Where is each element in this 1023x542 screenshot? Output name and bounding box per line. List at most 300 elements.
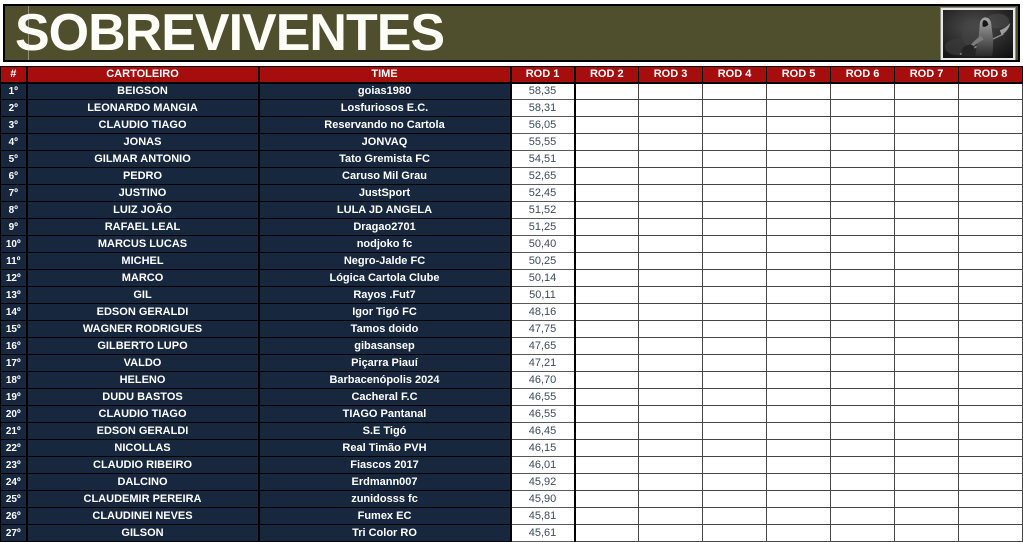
cartoleiro-cell[interactable]: NICOLLAS: [27, 440, 259, 457]
time-cell[interactable]: Lógica Cartola Clube: [259, 270, 511, 287]
rod-cell[interactable]: [831, 151, 895, 168]
rod-cell[interactable]: [831, 202, 895, 219]
rod-cell[interactable]: [575, 321, 639, 338]
rod-cell[interactable]: [831, 185, 895, 202]
cartoleiro-cell[interactable]: BEIGSON: [27, 83, 259, 100]
cartoleiro-cell[interactable]: VALDO: [27, 355, 259, 372]
rod-cell[interactable]: [831, 219, 895, 236]
rod-cell[interactable]: 45,92: [511, 474, 575, 491]
rod-cell[interactable]: 51,52: [511, 202, 575, 219]
cartoleiro-cell[interactable]: MARCO: [27, 270, 259, 287]
rod-cell[interactable]: [767, 83, 831, 100]
rod-cell[interactable]: [639, 389, 703, 406]
cartoleiro-cell[interactable]: JONAS: [27, 134, 259, 151]
time-cell[interactable]: Caruso Mil Grau: [259, 168, 511, 185]
rod-cell[interactable]: [831, 355, 895, 372]
rod-cell[interactable]: [575, 100, 639, 117]
column-header[interactable]: ROD 2: [575, 67, 639, 83]
rod-cell[interactable]: [703, 389, 767, 406]
rod-cell[interactable]: [767, 304, 831, 321]
rod-cell[interactable]: [767, 134, 831, 151]
rod-cell[interactable]: [959, 508, 1023, 525]
rod-cell[interactable]: [703, 185, 767, 202]
rod-cell[interactable]: [831, 508, 895, 525]
time-cell[interactable]: Cacheral F.C: [259, 389, 511, 406]
rod-cell[interactable]: [895, 287, 959, 304]
rod-cell[interactable]: [703, 406, 767, 423]
time-cell[interactable]: Losfuriosos E.C.: [259, 100, 511, 117]
rod-cell[interactable]: [703, 457, 767, 474]
rod-cell[interactable]: [959, 355, 1023, 372]
time-cell[interactable]: LULA JD ANGELA: [259, 202, 511, 219]
rod-cell[interactable]: [639, 185, 703, 202]
rod-cell[interactable]: [895, 168, 959, 185]
rod-cell[interactable]: [639, 253, 703, 270]
time-cell[interactable]: Real Timão PVH: [259, 440, 511, 457]
rod-cell[interactable]: [703, 372, 767, 389]
rod-cell[interactable]: 47,65: [511, 338, 575, 355]
rod-cell[interactable]: [639, 491, 703, 508]
rod-cell[interactable]: [575, 83, 639, 100]
rod-cell[interactable]: [895, 117, 959, 134]
rod-cell[interactable]: [703, 491, 767, 508]
rank-cell[interactable]: 19º: [1, 389, 27, 406]
rod-cell[interactable]: [959, 304, 1023, 321]
cartoleiro-cell[interactable]: LUIZ JOÃO: [27, 202, 259, 219]
rod-cell[interactable]: [959, 168, 1023, 185]
rod-cell[interactable]: [831, 321, 895, 338]
rod-cell[interactable]: [639, 440, 703, 457]
rod-cell[interactable]: [767, 355, 831, 372]
rank-cell[interactable]: 18º: [1, 372, 27, 389]
rod-cell[interactable]: [959, 457, 1023, 474]
rod-cell[interactable]: [895, 270, 959, 287]
rank-cell[interactable]: 11º: [1, 253, 27, 270]
rod-cell[interactable]: [959, 134, 1023, 151]
rank-cell[interactable]: 13º: [1, 287, 27, 304]
rod-cell[interactable]: [895, 440, 959, 457]
rod-cell[interactable]: [767, 423, 831, 440]
rod-cell[interactable]: [703, 117, 767, 134]
rod-cell[interactable]: [639, 423, 703, 440]
time-cell[interactable]: Dragao2701: [259, 219, 511, 236]
cartoleiro-cell[interactable]: GILMAR ANTONIO: [27, 151, 259, 168]
column-header[interactable]: CARTOLEIRO: [27, 67, 259, 83]
rod-cell[interactable]: [959, 321, 1023, 338]
time-cell[interactable]: Piçarra Piauí: [259, 355, 511, 372]
rod-cell[interactable]: [959, 474, 1023, 491]
time-cell[interactable]: S.E Tigó: [259, 423, 511, 440]
time-cell[interactable]: nodjoko fc: [259, 236, 511, 253]
rod-cell[interactable]: 54,51: [511, 151, 575, 168]
rank-cell[interactable]: 1º: [1, 83, 27, 100]
rod-cell[interactable]: 52,65: [511, 168, 575, 185]
rank-cell[interactable]: 4º: [1, 134, 27, 151]
time-cell[interactable]: zunidosss fc: [259, 491, 511, 508]
rod-cell[interactable]: [639, 202, 703, 219]
rod-cell[interactable]: [575, 372, 639, 389]
rod-cell[interactable]: [703, 304, 767, 321]
rod-cell[interactable]: [895, 508, 959, 525]
cartoleiro-cell[interactable]: GILBERTO LUPO: [27, 338, 259, 355]
rod-cell[interactable]: [639, 508, 703, 525]
rod-cell[interactable]: [767, 202, 831, 219]
column-header[interactable]: ROD 6: [831, 67, 895, 83]
rank-cell[interactable]: 7º: [1, 185, 27, 202]
rod-cell[interactable]: [831, 100, 895, 117]
rod-cell[interactable]: [639, 100, 703, 117]
rod-cell[interactable]: [575, 304, 639, 321]
rod-cell[interactable]: [639, 525, 703, 542]
rank-cell[interactable]: 12º: [1, 270, 27, 287]
rod-cell[interactable]: 46,15: [511, 440, 575, 457]
rank-cell[interactable]: 9º: [1, 219, 27, 236]
time-cell[interactable]: TIAGO Pantanal: [259, 406, 511, 423]
rank-cell[interactable]: 27º: [1, 525, 27, 542]
rod-cell[interactable]: 56,05: [511, 117, 575, 134]
cartoleiro-cell[interactable]: CLAUDIO TIAGO: [27, 117, 259, 134]
rod-cell[interactable]: 46,55: [511, 389, 575, 406]
rod-cell[interactable]: 45,90: [511, 491, 575, 508]
rod-cell[interactable]: [895, 236, 959, 253]
rod-cell[interactable]: [639, 474, 703, 491]
rod-cell[interactable]: [959, 185, 1023, 202]
rod-cell[interactable]: [959, 236, 1023, 253]
rod-cell[interactable]: [895, 134, 959, 151]
cartoleiro-cell[interactable]: LEONARDO MANGIA: [27, 100, 259, 117]
rank-cell[interactable]: 20º: [1, 406, 27, 423]
rod-cell[interactable]: [895, 219, 959, 236]
rod-cell[interactable]: [703, 355, 767, 372]
rank-cell[interactable]: 5º: [1, 151, 27, 168]
rod-cell[interactable]: [575, 236, 639, 253]
rod-cell[interactable]: [703, 474, 767, 491]
rod-cell[interactable]: [575, 508, 639, 525]
rank-cell[interactable]: 17º: [1, 355, 27, 372]
rank-cell[interactable]: 6º: [1, 168, 27, 185]
time-cell[interactable]: Fiascos 2017: [259, 457, 511, 474]
rod-cell[interactable]: [895, 406, 959, 423]
rod-cell[interactable]: [895, 151, 959, 168]
rod-cell[interactable]: [895, 423, 959, 440]
rod-cell[interactable]: [831, 491, 895, 508]
cartoleiro-cell[interactable]: EDSON GERALDI: [27, 423, 259, 440]
rod-cell[interactable]: 58,31: [511, 100, 575, 117]
rank-cell[interactable]: 3º: [1, 117, 27, 134]
rod-cell[interactable]: [639, 219, 703, 236]
cartoleiro-cell[interactable]: EDSON GERALDI: [27, 304, 259, 321]
cartoleiro-cell[interactable]: RAFAEL LEAL: [27, 219, 259, 236]
rod-cell[interactable]: [767, 525, 831, 542]
rod-cell[interactable]: [895, 372, 959, 389]
rod-cell[interactable]: 47,75: [511, 321, 575, 338]
rod-cell[interactable]: [639, 151, 703, 168]
rod-cell[interactable]: [575, 474, 639, 491]
rod-cell[interactable]: [831, 168, 895, 185]
time-cell[interactable]: Tri Color RO: [259, 525, 511, 542]
rod-cell[interactable]: [959, 83, 1023, 100]
rod-cell[interactable]: [831, 253, 895, 270]
rod-cell[interactable]: 46,45: [511, 423, 575, 440]
time-cell[interactable]: Tamos doido: [259, 321, 511, 338]
rod-cell[interactable]: [831, 304, 895, 321]
rod-cell[interactable]: [639, 304, 703, 321]
rod-cell[interactable]: [895, 457, 959, 474]
column-header[interactable]: #: [1, 67, 27, 83]
rod-cell[interactable]: [703, 219, 767, 236]
time-cell[interactable]: Erdmann007: [259, 474, 511, 491]
rod-cell[interactable]: [575, 338, 639, 355]
rod-cell[interactable]: [575, 117, 639, 134]
cartoleiro-cell[interactable]: CLAUDIO RIBEIRO: [27, 457, 259, 474]
rank-cell[interactable]: 25º: [1, 491, 27, 508]
rod-cell[interactable]: [639, 372, 703, 389]
rod-cell[interactable]: [767, 185, 831, 202]
time-cell[interactable]: gibasansep: [259, 338, 511, 355]
time-cell[interactable]: Tato Gremista FC: [259, 151, 511, 168]
rod-cell[interactable]: [639, 338, 703, 355]
rod-cell[interactable]: [767, 474, 831, 491]
rod-cell[interactable]: [959, 338, 1023, 355]
rod-cell[interactable]: 55,55: [511, 134, 575, 151]
rod-cell[interactable]: 52,45: [511, 185, 575, 202]
rod-cell[interactable]: [767, 236, 831, 253]
rod-cell[interactable]: [895, 202, 959, 219]
rod-cell[interactable]: [575, 219, 639, 236]
cartoleiro-cell[interactable]: CLAUDINEI NEVES: [27, 508, 259, 525]
rod-cell[interactable]: [575, 134, 639, 151]
rod-cell[interactable]: [895, 321, 959, 338]
rod-cell[interactable]: [639, 457, 703, 474]
rod-cell[interactable]: [831, 270, 895, 287]
rod-cell[interactable]: 50,25: [511, 253, 575, 270]
rod-cell[interactable]: [831, 423, 895, 440]
time-cell[interactable]: Igor Tigó FC: [259, 304, 511, 321]
rod-cell[interactable]: [831, 134, 895, 151]
cartoleiro-cell[interactable]: CLAUDIO TIAGO: [27, 406, 259, 423]
rod-cell[interactable]: [831, 457, 895, 474]
cartoleiro-cell[interactable]: CLAUDEMIR PEREIRA: [27, 491, 259, 508]
time-cell[interactable]: goias1980: [259, 83, 511, 100]
rod-cell[interactable]: [959, 270, 1023, 287]
rod-cell[interactable]: 46,70: [511, 372, 575, 389]
rod-cell[interactable]: [831, 440, 895, 457]
rod-cell[interactable]: [767, 168, 831, 185]
rod-cell[interactable]: [639, 236, 703, 253]
rank-cell[interactable]: 16º: [1, 338, 27, 355]
rod-cell[interactable]: [639, 83, 703, 100]
rod-cell[interactable]: 48,16: [511, 304, 575, 321]
rod-cell[interactable]: [895, 185, 959, 202]
rod-cell[interactable]: [959, 253, 1023, 270]
rod-cell[interactable]: [831, 83, 895, 100]
rod-cell[interactable]: [959, 491, 1023, 508]
rank-cell[interactable]: 21º: [1, 423, 27, 440]
rod-cell[interactable]: 47,21: [511, 355, 575, 372]
rod-cell[interactable]: [703, 100, 767, 117]
column-header[interactable]: ROD 7: [895, 67, 959, 83]
rank-cell[interactable]: 2º: [1, 100, 27, 117]
cartoleiro-cell[interactable]: MICHEL: [27, 253, 259, 270]
rod-cell[interactable]: [575, 202, 639, 219]
rod-cell[interactable]: [767, 389, 831, 406]
rod-cell[interactable]: [703, 525, 767, 542]
rank-cell[interactable]: 23º: [1, 457, 27, 474]
rod-cell[interactable]: [703, 253, 767, 270]
rod-cell[interactable]: [767, 219, 831, 236]
time-cell[interactable]: Negro-Jalde FC: [259, 253, 511, 270]
rod-cell[interactable]: [959, 151, 1023, 168]
rod-cell[interactable]: [767, 406, 831, 423]
rod-cell[interactable]: [895, 100, 959, 117]
rod-cell[interactable]: [575, 270, 639, 287]
rod-cell[interactable]: 58,35: [511, 83, 575, 100]
rod-cell[interactable]: [575, 168, 639, 185]
cartoleiro-cell[interactable]: PEDRO: [27, 168, 259, 185]
rank-cell[interactable]: 24º: [1, 474, 27, 491]
rod-cell[interactable]: [575, 525, 639, 542]
rod-cell[interactable]: [831, 525, 895, 542]
rod-cell[interactable]: [831, 474, 895, 491]
rod-cell[interactable]: [959, 406, 1023, 423]
rod-cell[interactable]: [895, 525, 959, 542]
rod-cell[interactable]: [575, 457, 639, 474]
rod-cell[interactable]: [575, 491, 639, 508]
rod-cell[interactable]: [959, 372, 1023, 389]
rod-cell[interactable]: [831, 389, 895, 406]
rod-cell[interactable]: [767, 338, 831, 355]
rod-cell[interactable]: [703, 508, 767, 525]
rod-cell[interactable]: [639, 287, 703, 304]
rod-cell[interactable]: [767, 440, 831, 457]
rod-cell[interactable]: [575, 389, 639, 406]
rod-cell[interactable]: [767, 321, 831, 338]
cartoleiro-cell[interactable]: DALCINO: [27, 474, 259, 491]
rod-cell[interactable]: [895, 389, 959, 406]
rod-cell[interactable]: [703, 168, 767, 185]
rod-cell[interactable]: [767, 287, 831, 304]
rod-cell[interactable]: [639, 321, 703, 338]
rod-cell[interactable]: [767, 508, 831, 525]
column-header[interactable]: ROD 3: [639, 67, 703, 83]
rod-cell[interactable]: [703, 236, 767, 253]
rod-cell[interactable]: [767, 457, 831, 474]
rod-cell[interactable]: [575, 423, 639, 440]
rod-cell[interactable]: [703, 270, 767, 287]
rank-cell[interactable]: 10º: [1, 236, 27, 253]
time-cell[interactable]: JustSport: [259, 185, 511, 202]
rod-cell[interactable]: [767, 372, 831, 389]
rod-cell[interactable]: [703, 151, 767, 168]
rod-cell[interactable]: [575, 440, 639, 457]
rod-cell[interactable]: [639, 270, 703, 287]
rod-cell[interactable]: [703, 440, 767, 457]
rod-cell[interactable]: [831, 117, 895, 134]
rod-cell[interactable]: [703, 202, 767, 219]
rod-cell[interactable]: [895, 253, 959, 270]
rod-cell[interactable]: 45,61: [511, 525, 575, 542]
rank-cell[interactable]: 14º: [1, 304, 27, 321]
rod-cell[interactable]: [575, 151, 639, 168]
rod-cell[interactable]: 45,81: [511, 508, 575, 525]
rod-cell[interactable]: [895, 491, 959, 508]
rod-cell[interactable]: [895, 304, 959, 321]
rod-cell[interactable]: [959, 423, 1023, 440]
rod-cell[interactable]: [831, 236, 895, 253]
rod-cell[interactable]: [959, 440, 1023, 457]
rod-cell[interactable]: [767, 117, 831, 134]
rod-cell[interactable]: [575, 287, 639, 304]
rod-cell[interactable]: [575, 406, 639, 423]
time-cell[interactable]: Barbacenópolis 2024: [259, 372, 511, 389]
rod-cell[interactable]: [767, 270, 831, 287]
rod-cell[interactable]: [895, 355, 959, 372]
rod-cell[interactable]: [639, 117, 703, 134]
column-header[interactable]: ROD 4: [703, 67, 767, 83]
cartoleiro-cell[interactable]: HELENO: [27, 372, 259, 389]
rod-cell[interactable]: [639, 355, 703, 372]
cartoleiro-cell[interactable]: DUDU BASTOS: [27, 389, 259, 406]
cartoleiro-cell[interactable]: JUSTINO: [27, 185, 259, 202]
rod-cell[interactable]: [703, 287, 767, 304]
rod-cell[interactable]: [959, 117, 1023, 134]
rod-cell[interactable]: [959, 525, 1023, 542]
cartoleiro-cell[interactable]: GILSON: [27, 525, 259, 542]
rod-cell[interactable]: [767, 253, 831, 270]
rod-cell[interactable]: [959, 287, 1023, 304]
rod-cell[interactable]: [575, 355, 639, 372]
rod-cell[interactable]: [895, 474, 959, 491]
rod-cell[interactable]: [703, 83, 767, 100]
time-cell[interactable]: Rayos .Fut7: [259, 287, 511, 304]
rod-cell[interactable]: [639, 168, 703, 185]
rank-cell[interactable]: 26º: [1, 508, 27, 525]
rod-cell[interactable]: 46,55: [511, 406, 575, 423]
rod-cell[interactable]: [767, 151, 831, 168]
rod-cell[interactable]: [959, 202, 1023, 219]
rod-cell[interactable]: [703, 321, 767, 338]
rod-cell[interactable]: [639, 406, 703, 423]
column-header[interactable]: ROD 5: [767, 67, 831, 83]
rod-cell[interactable]: [767, 491, 831, 508]
rod-cell[interactable]: [831, 338, 895, 355]
time-cell[interactable]: Fumex EC: [259, 508, 511, 525]
column-header[interactable]: TIME: [259, 67, 511, 83]
rod-cell[interactable]: [831, 406, 895, 423]
rod-cell[interactable]: [895, 338, 959, 355]
rod-cell[interactable]: 51,25: [511, 219, 575, 236]
rod-cell[interactable]: [575, 253, 639, 270]
time-cell[interactable]: Reservando no Cartola: [259, 117, 511, 134]
rod-cell[interactable]: [959, 219, 1023, 236]
rod-cell[interactable]: 50,40: [511, 236, 575, 253]
rod-cell[interactable]: [575, 185, 639, 202]
rod-cell[interactable]: [703, 423, 767, 440]
cartoleiro-cell[interactable]: MARCUS LUCAS: [27, 236, 259, 253]
rod-cell[interactable]: 50,11: [511, 287, 575, 304]
rod-cell[interactable]: [639, 134, 703, 151]
column-header[interactable]: ROD 8: [959, 67, 1023, 83]
rod-cell[interactable]: [703, 338, 767, 355]
rod-cell[interactable]: [959, 389, 1023, 406]
rank-cell[interactable]: 22º: [1, 440, 27, 457]
rank-cell[interactable]: 15º: [1, 321, 27, 338]
rank-cell[interactable]: 8º: [1, 202, 27, 219]
cartoleiro-cell[interactable]: GIL: [27, 287, 259, 304]
rod-cell[interactable]: 50,14: [511, 270, 575, 287]
time-cell[interactable]: JONVAQ: [259, 134, 511, 151]
rod-cell[interactable]: [895, 83, 959, 100]
